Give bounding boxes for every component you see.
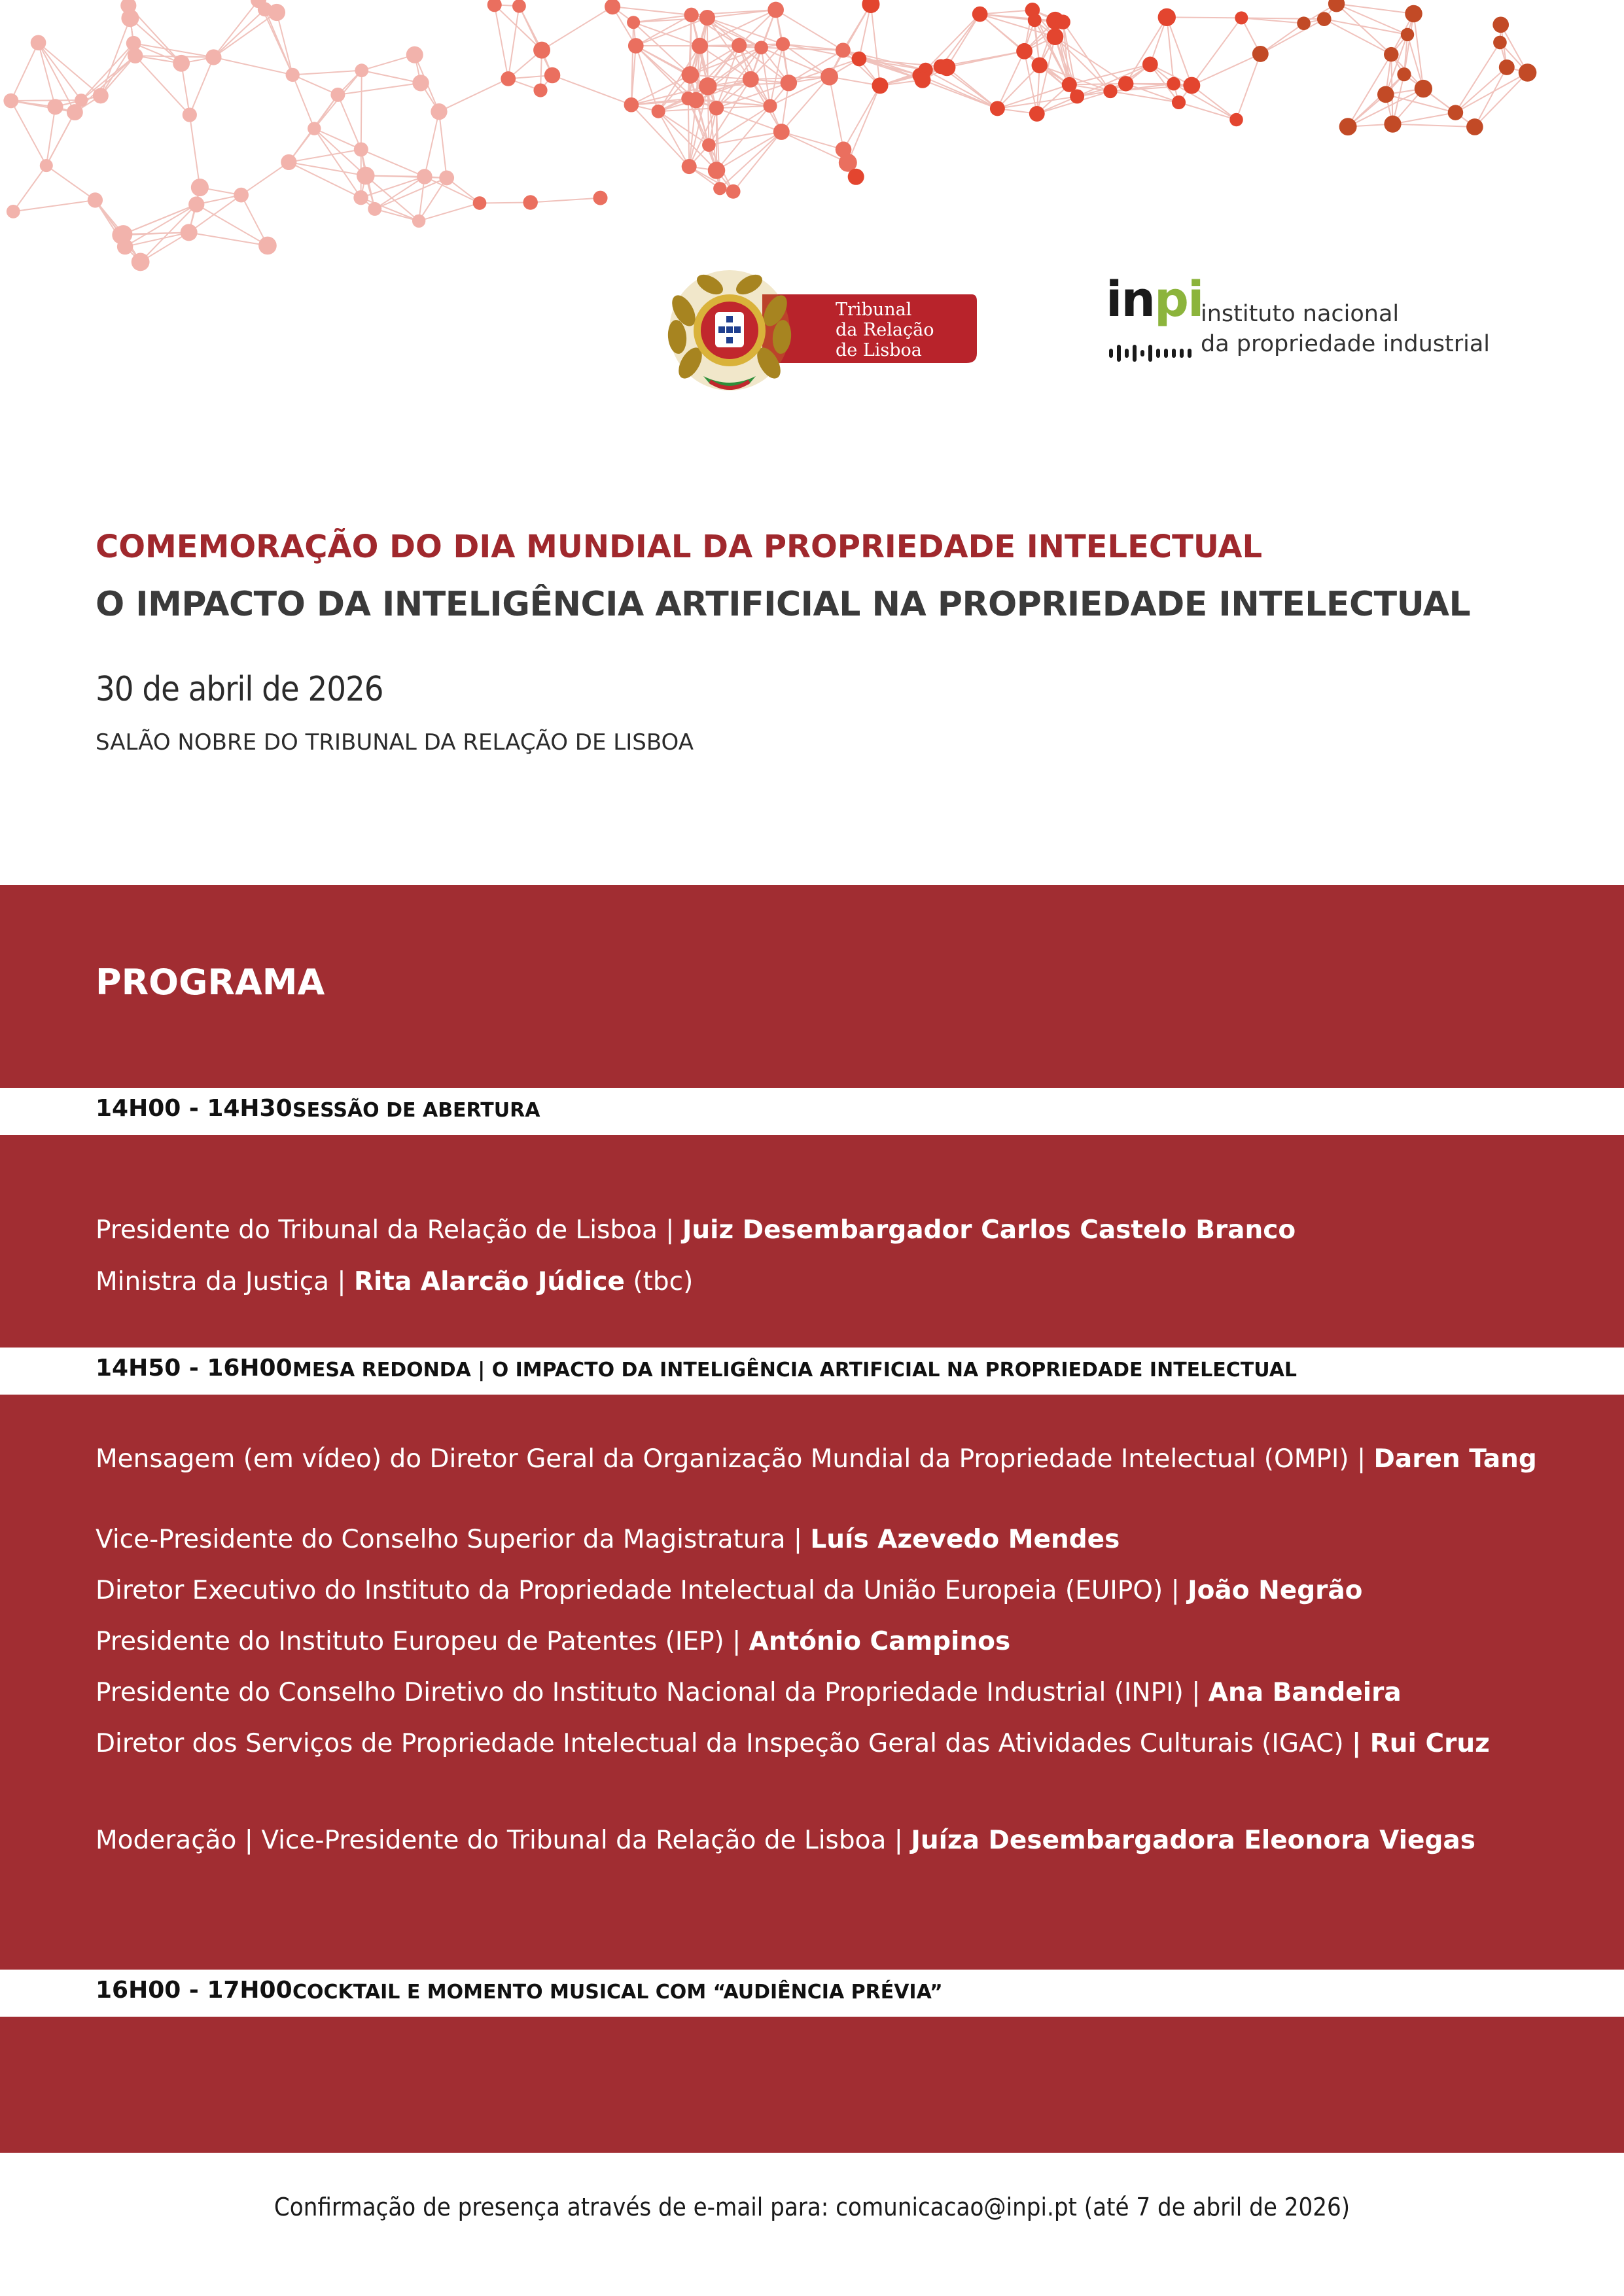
trl-logo-line1: Tribunal [836,300,912,320]
session3-title: COCKTAIL E MOMENTO MUSICAL COM “AUDIÊNCIA PRÉVIA” [292,1981,943,2004]
network-node [183,107,197,122]
session1-title: SESSÃO DE ABERTURA [292,1099,540,1122]
network-node [1032,57,1048,73]
network-line [135,56,214,57]
network-node [836,43,851,58]
event-date: 30 de abril de 2026 [96,670,383,709]
network-node [1158,9,1176,26]
network-node [754,41,768,54]
session2-moderation: Moderação | Vice-Presidente do Tribunal da Relação de Lisboa | Juíza Desembargadora Eleonora Viegas [96,1826,1475,1855]
network-node [852,52,867,67]
session2-title: MESA REDONDA | O IMPACTO DA INTELIGÊNCIA ARTIFICIAL NA PROPRIEDADE INTELECTUAL [292,1359,1297,1382]
network-node [1047,28,1064,45]
network-node [682,159,697,174]
network-node [915,72,931,88]
network-node [75,94,88,107]
network-line [11,101,46,165]
network-node [501,71,516,86]
network-line [39,43,101,96]
trl-logo-line2: da Relação [836,320,934,340]
network-node [1384,47,1398,61]
network-line [531,198,601,203]
network-line [770,44,783,106]
network-line [213,57,292,75]
network-node [1235,11,1248,24]
network-node [1397,67,1411,81]
network-node [431,103,447,120]
network-node [1317,12,1332,26]
network-node [281,154,296,170]
program-band [0,885,1624,2153]
inpi-barcode-icon [1109,345,1194,362]
network-node [1415,80,1432,97]
network-line [241,162,289,195]
network-line [46,165,96,200]
session2-speaker-2: Diretor Executivo do Instituto da Propriedade Intelectual da União Europeia (EUIPO) | João Negrão [96,1576,1363,1605]
inpi-full-name [1201,299,1490,359]
network-line [362,71,421,83]
network-line [439,78,508,111]
network-node [821,68,838,86]
network-node [1384,115,1401,132]
network-line [425,112,439,177]
network-node [593,191,607,205]
network-node [848,169,864,185]
network-line [13,200,95,211]
session2-speaker-4: Presidente do Conselho Diretivo do Instituto Nacional da Propriedade Industrial (INPI) | Ana Bandeira [96,1678,1402,1707]
network-node [1028,13,1042,27]
network-node [726,184,741,199]
network-node [1070,89,1084,103]
network-line [190,115,200,188]
network-line [289,162,361,198]
network-node [1492,16,1509,33]
network-line [1414,14,1424,89]
network-node [934,59,949,74]
network-node [781,75,797,91]
network-line [81,43,133,100]
network-node [624,97,639,113]
network-node [682,66,699,84]
network-node [872,77,888,94]
network-node [1339,118,1357,135]
network-node [31,35,46,50]
network-line [1324,19,1407,35]
network-node [3,94,18,109]
session2-message: Mensagem (em vídeo) do Diretor Geral da Organização Mundial da Propriedade Intelectual (OMPI) | Daren Tang [96,1444,1537,1474]
network-node [743,71,759,88]
session2-speaker-1: Vice-Presidente do Conselho Superior da Magistratura | Luís Azevedo Mendes [96,1525,1120,1554]
network-node [355,63,368,77]
network-node [1172,96,1186,109]
network-node [173,55,190,72]
event-subtitle: O IMPACTO DA INTELIGÊNCIA ARTIFICIAL NA PROPRIEDADE INTELECTUAL [96,585,1471,624]
network-node [368,202,381,216]
rsvp-note: Confirmação de presença através de e-mail para: comunicacao@inpi.pt (até 7 de abril de 2026) [274,2193,1350,2221]
network-node [699,10,715,26]
session2-speaker-3: Presidente do Instituto Europeu de Patentes (IEP) | António Campinos [96,1627,1011,1656]
event-venue: SALÃO NOBRE DO TRIBUNAL DA RELAÇÃO DE LISBOA [96,729,694,756]
session1-time: 14H00 - 14H30 [96,1095,292,1122]
network-node [47,99,63,114]
network-node [972,7,988,22]
network-node [121,9,139,27]
network-node [1377,86,1394,103]
network-line [1455,67,1506,113]
network-node [1493,36,1507,50]
network-node [652,105,665,118]
network-node [1016,43,1033,60]
network-line [997,51,1024,109]
network-node [1167,77,1180,91]
network-node [627,16,640,29]
network-node [684,8,698,22]
network-node [88,192,103,207]
network-node [681,92,695,105]
network-node [702,138,716,152]
inpi-name-line2: da propriedade industrial [1201,331,1490,357]
tribunal-relacao-lisboa-logo [664,265,978,396]
network-node [473,196,487,210]
network-node [692,38,708,54]
network-node [308,122,321,135]
network-node [776,37,790,51]
network-node [1297,16,1311,30]
network-line [720,131,781,188]
network-node [1055,14,1070,29]
network-node [93,88,109,103]
network-line [439,112,447,178]
network-node [412,75,429,91]
network-node [112,226,130,244]
network-line [947,14,980,67]
network-line [843,86,880,150]
network-node [330,88,345,102]
network-node [181,224,198,241]
session1-speaker-2: Ministra da Justiça | Rita Alarcão Júdice (tbc) [96,1267,694,1296]
session2-speaker-5: Diretor dos Serviços de Propriedade Intelectual da Inspeção Geral das Atividades Culturais (IGAC) | Rui Cruz [96,1729,1490,1758]
network-line [1392,113,1455,124]
network-node [40,159,53,172]
network-line [39,43,56,107]
network-node [768,2,784,18]
network-line [289,162,365,176]
network-line [552,75,631,105]
network-node [406,46,423,63]
inpi-logo [1106,271,1498,376]
network-line [1337,4,1392,54]
laurel-wreath-icon [667,270,792,391]
network-line [980,10,1033,14]
network-node [188,196,204,212]
network-node [709,101,724,115]
network-line [923,80,997,109]
network-node [258,237,277,255]
network-node [353,190,368,205]
event-title: COMEMORAÇÃO DO DIA MUNDIAL DA PROPRIEDADE INTELECTUAL [96,529,1263,565]
network-line [1455,43,1500,113]
network-line [542,7,612,50]
network-node [1466,118,1483,135]
network-line [1475,67,1507,127]
network-node [191,179,209,196]
network-node [1183,77,1200,94]
network-line [926,70,998,109]
network-decoration [0,0,1624,307]
inpi-wordmark: inpi [1106,271,1203,328]
network-node [439,171,454,186]
network-line [612,7,692,15]
network-node [713,182,726,195]
network-line [848,86,880,163]
network-line [1392,124,1474,127]
network-line [292,71,362,75]
network-node [1448,105,1464,120]
network-node [1252,46,1269,62]
session2-time: 14H50 - 16H00 [96,1355,292,1382]
network-node [417,169,432,184]
network-lines [11,0,1528,262]
network-line [508,6,520,78]
network-node [1118,76,1133,91]
network-line [688,99,689,167]
network-node [605,0,620,14]
network-line [39,43,82,100]
network-line [1455,73,1527,113]
network-node [234,188,249,203]
network-node [763,99,777,113]
network-line [81,56,135,100]
network-line [13,165,46,211]
network-line [11,100,81,101]
network-line [1110,92,1179,103]
program-heading: PROGRAMA [96,962,325,1003]
network-node [628,38,644,54]
network-node [533,83,547,97]
network-line [636,46,688,99]
network-line [213,0,258,57]
network-node [1142,57,1158,73]
network-node [357,167,375,185]
network-line [190,57,214,114]
network-nodes [3,0,1536,271]
network-line [1167,17,1241,18]
network-node [544,67,560,83]
network-line [101,56,135,96]
network-line [11,43,39,101]
network-node [773,124,790,140]
network-line [1192,18,1241,85]
network-node [862,0,879,13]
network-node [286,68,300,82]
network-node [412,215,425,228]
network-line [716,106,770,108]
network-node [708,162,726,179]
network-node [1519,63,1537,82]
session3-time: 16H00 - 17H00 [96,1977,292,2004]
network-node [205,49,221,65]
network-line [830,77,844,150]
network-line [1475,73,1528,127]
network-line [636,15,692,46]
trl-logo-line3: de Lisboa [836,340,922,360]
network-node [7,205,20,218]
network-node [732,38,747,53]
network-node [990,101,1005,116]
network-line [980,14,1025,52]
network-line [361,71,362,150]
network-line [871,5,880,86]
network-node [512,0,526,13]
inpi-name-line1: instituto nacional [1201,301,1400,327]
network-line [213,9,264,57]
network-node [1029,106,1045,122]
network-node [523,195,537,209]
network-line [1324,19,1392,54]
network-node [699,77,716,95]
network-node [1499,60,1515,75]
network-node [1405,5,1422,23]
network-line [1179,102,1237,119]
network-line [289,149,361,162]
network-node [354,142,368,156]
network-node [128,48,143,63]
network-line [1069,84,1125,85]
network-node [1229,113,1243,127]
network-node [1401,28,1414,41]
network-node [132,253,150,271]
network-node [533,42,550,59]
network-line [1260,19,1324,54]
network-node [1103,84,1117,98]
session1-speaker-1: Presidente do Tribunal da Relação de Lisboa | Juiz Desembargador Carlos Castelo Branco [96,1215,1296,1245]
